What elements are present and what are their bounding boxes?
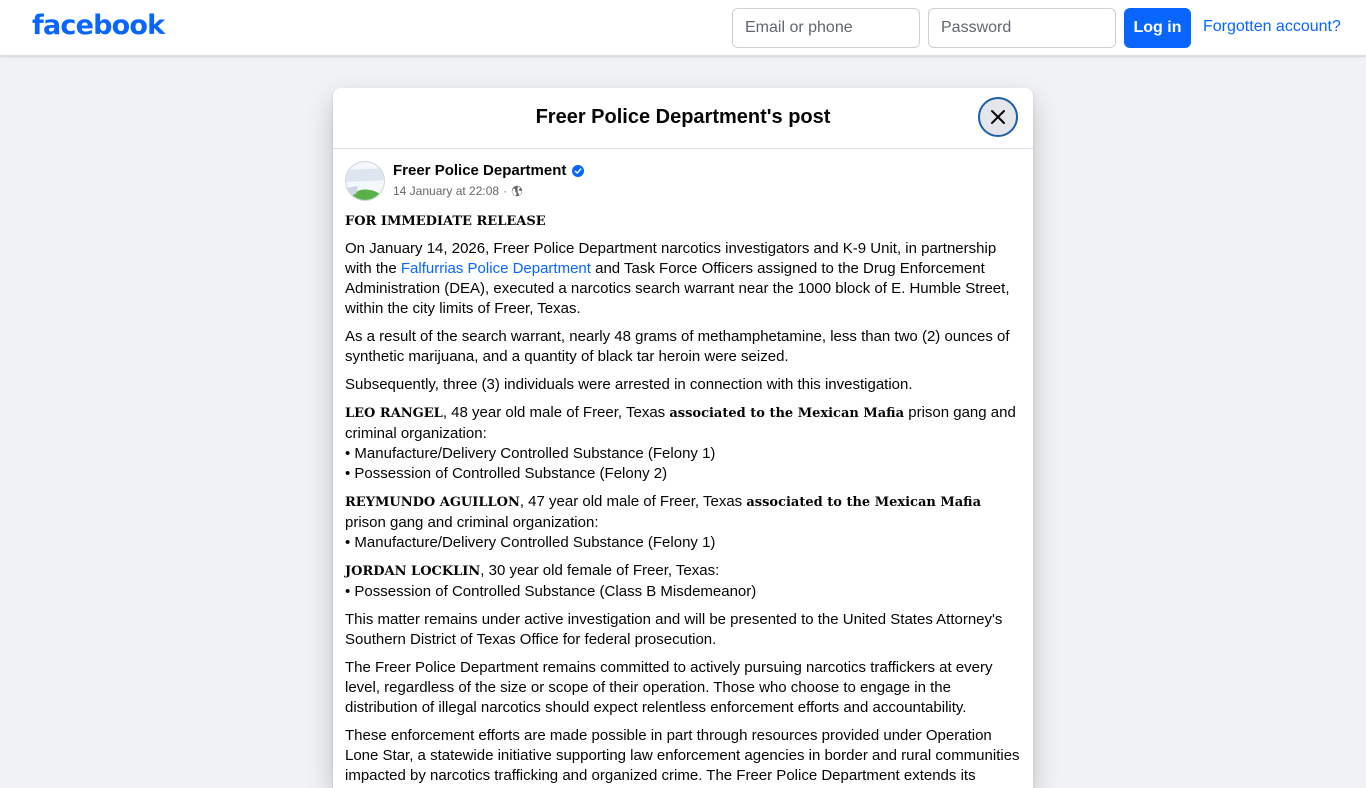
paragraph-6: These enforcement efforts are made possible in part through resources provided under Operation Lone Star, a statewide initiative supporting law enforcement agencies in border and rural communities impacted by narcotics trafficking and organized crime. The Freer Police Department extends its: [345, 727, 1020, 784]
login-button[interactable]: Log in: [1124, 8, 1191, 48]
suspect-1: LEO RANGEL, 48 year old male of Freer, Texas associated to the Mexican Mafia prison gang and criminal organization: • Manufacture/Delivery Controlled Substance (Felony 1) • Possession of Controlled Substance (Felony 2): [345, 403, 1021, 484]
author-name-text[interactable]: Freer Police Department: [393, 162, 567, 179]
author-name[interactable]: [393, 162, 584, 179]
paragraph-5: The Freer Police Department remains committed to actively pursuing narcotics traffickers at every level, regardless of the size or scope of their operation. Those who choose to engage in the distribution of illegal narcotics should expect relentless enforcement efforts and accountability.: [345, 659, 993, 716]
post-header: [345, 161, 1021, 203]
meta-separator: ·: [503, 184, 508, 198]
falfurrias-police-link[interactable]: Falfurrias Police Department: [400, 260, 591, 277]
page-profile-picture-icon: [346, 162, 385, 201]
post-body: [345, 211, 1021, 786]
close-icon: [990, 109, 1006, 125]
charge-item: • Manufacture/Delivery Controlled Substance (Felony 1): [345, 534, 716, 551]
avatar[interactable]: [345, 161, 385, 201]
password-input[interactable]: [928, 8, 1116, 48]
post-content: [345, 161, 1021, 788]
paragraph-2: As a result of the search warrant, nearly 48 grams of methamphetamine, less than two (2) ounces of synthetic marijuana, and a quantity of black tar heroin were seized.: [345, 328, 1010, 365]
charge-item: • Possession of Controlled Substance (Felony 2): [345, 465, 668, 482]
charge-item: • Manufacture/Delivery Controlled Substance (Felony 1): [345, 445, 716, 462]
forgot-account-link[interactable]: Forgotten account?: [1203, 18, 1341, 35]
close-button[interactable]: [978, 97, 1018, 137]
suspect-2: REYMUNDO AGUILLON, 47 year old male of Freer, Texas associated to the Mexican Mafia prison gang and criminal organization: • Manufacture/Delivery Controlled Substance (Felony 1): [345, 492, 1021, 553]
facebook-logo[interactable]: facebook: [32, 10, 165, 41]
globe-icon: [511, 185, 523, 197]
verified-badge-icon: [572, 165, 584, 177]
dialog-header: [333, 88, 1033, 149]
suspect-3: JORDAN LOCKLIN, 30 year old female of Freer, Texas: • Possession of Controlled Substance (Class B Misdemeanor): [345, 561, 1021, 602]
charge-item: • Possession of Controlled Substance (Class B Misdemeanor): [345, 583, 757, 600]
top-navigation-bar: [0, 0, 1366, 56]
email-input[interactable]: [732, 8, 920, 48]
post-dialog: [333, 88, 1033, 788]
post-timestamp[interactable]: 14 January at 22:08: [393, 184, 500, 198]
post-meta: [393, 184, 523, 198]
release-heading: FOR IMMEDIATE RELEASE: [345, 214, 546, 229]
paragraph-3: Subsequently, three (3) individuals were arrested in connection with this investigation.: [345, 376, 913, 393]
paragraph-1: On January 14, 2026, Freer Police Department narcotics investigators and K-9 Unit, in partnership with the Falfurrias Police Department and Task Force Officers assigned to the Drug Enforcement Administration (DEA), executed a narcotics search warrant near the 1000 block of E. Humble Street, within the city limits of Freer, Texas.: [345, 240, 1010, 317]
dialog-title: Freer Police Department's post: [535, 106, 831, 128]
paragraph-4: This matter remains under active investigation and will be presented to the United States Attorney's Southern District of Texas Office for federal prosecution.: [345, 611, 1003, 648]
